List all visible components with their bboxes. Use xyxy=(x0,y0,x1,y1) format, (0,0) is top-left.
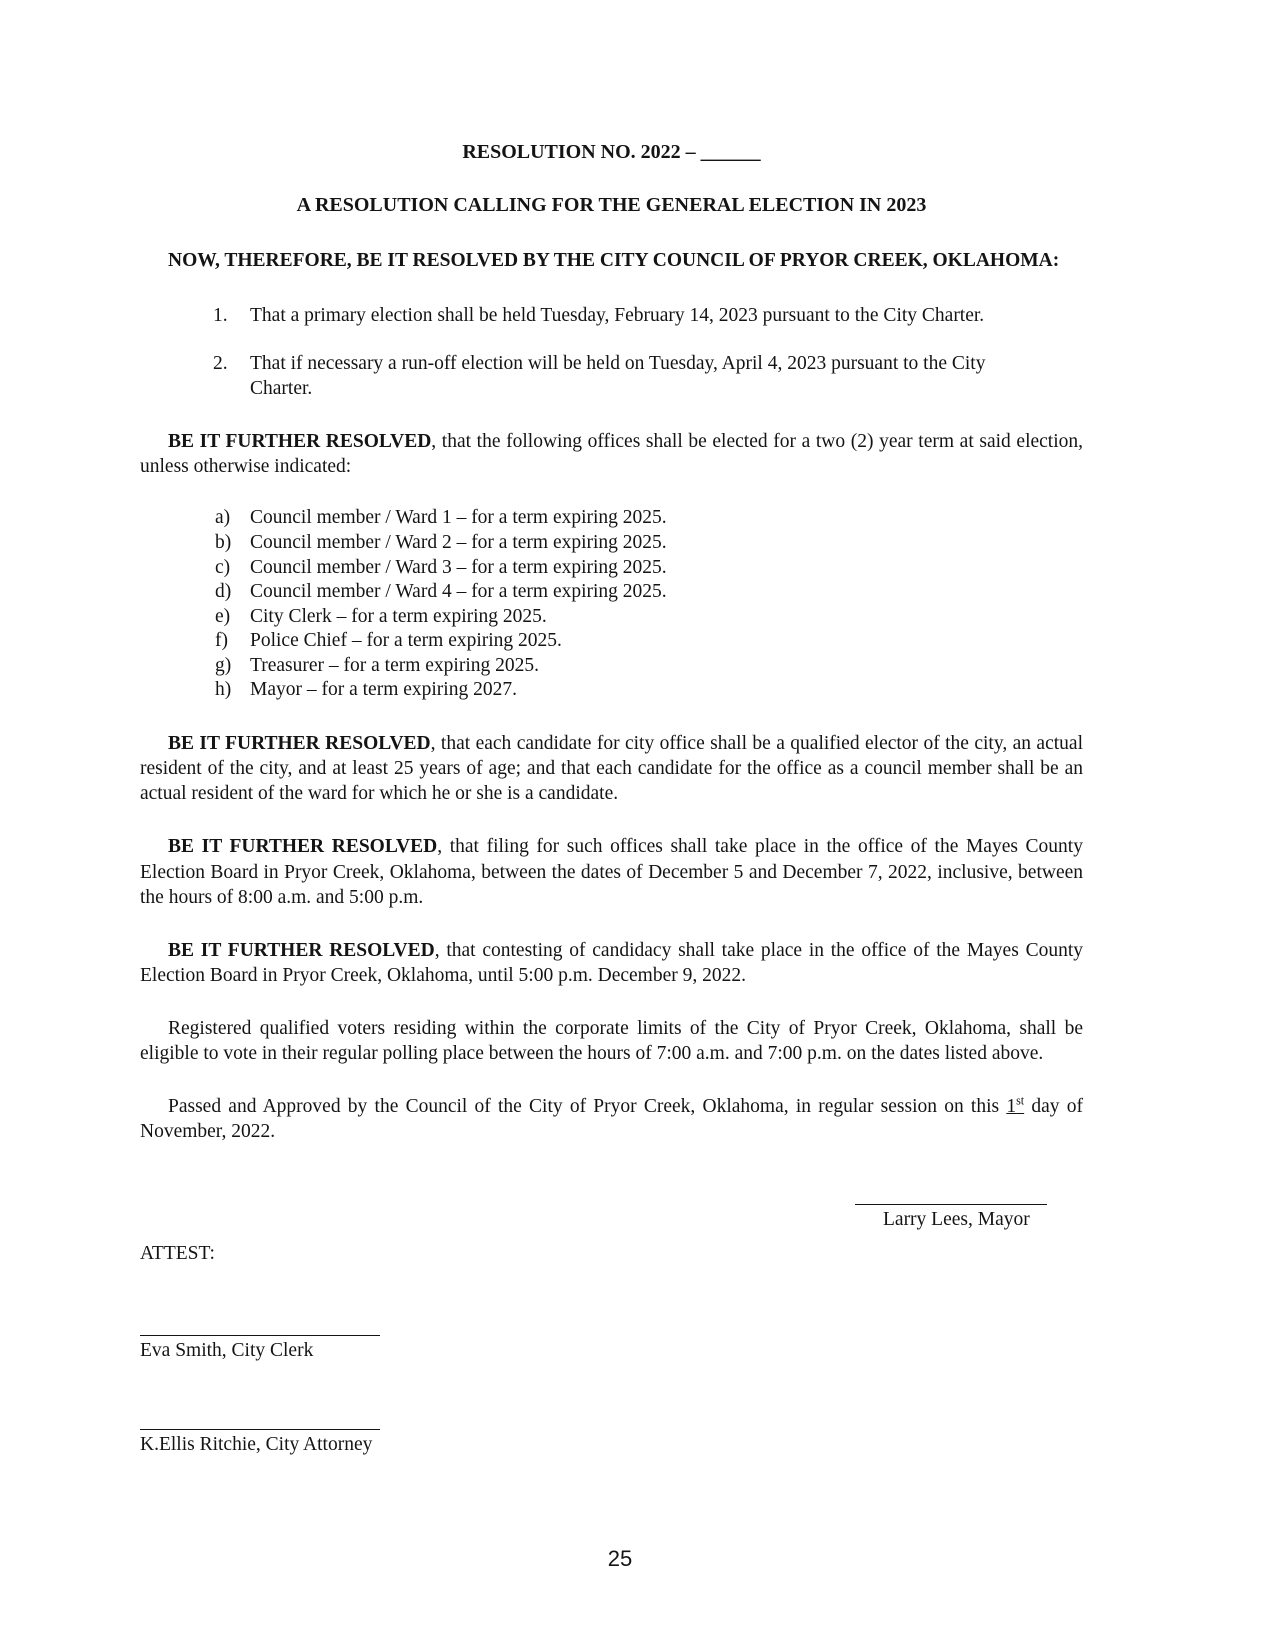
resolved-rest: , that each candidate for city office shall be a qualified elector of the city, an actual resident of the city, and at least 25 years of age; and that each candidate for the office as a council member shall be an actual resident of the ward for which he or she is a candidate. xyxy=(140,732,1083,805)
office-letter: c) xyxy=(215,556,231,578)
voters-paragraph: Registered qualified voters residing within the corporate limits of the City of Pryor Creek, Oklahoma, shall be eligible to vote in their regular polling place between the hours of 7:00 a.m. and 7:00 p.m. on the dates listed above. xyxy=(140,1018,1083,1065)
item-number: 2. xyxy=(213,352,228,374)
page-number: 25 xyxy=(607,1546,633,1571)
office-item xyxy=(215,580,1083,605)
resolved-rest: , that the following offices shall be elected for a two (2) year term at said election, unless otherwise indicated: xyxy=(140,431,1084,478)
numbered-item xyxy=(213,303,1083,328)
office-letter: a) xyxy=(215,507,231,529)
resolved-offices-paragraph xyxy=(140,429,1083,479)
item-text: That if necessary a run-off election will be held on Tuesday, April 4, 2023 pursuant to the City Charter. xyxy=(250,352,986,400)
numbered-item xyxy=(213,351,1083,401)
mayor-signature-name: Larry Lees, Mayor xyxy=(883,1208,1030,1230)
office-item xyxy=(215,654,1083,679)
office-item xyxy=(215,556,1083,581)
office-letter: h) xyxy=(215,679,232,701)
office-text: Treasurer – for a term expiring 2025. xyxy=(250,654,539,676)
filing-paragraph xyxy=(140,834,1083,909)
resolved-lead: BE IT FURTHER RESOLVED xyxy=(168,836,438,858)
attorney-signature-name: K.Ellis Ritchie, City Attorney xyxy=(140,1434,373,1456)
office-letter: g) xyxy=(215,654,232,676)
attorney-signature-line xyxy=(140,1412,380,1430)
mayor-signature-line xyxy=(855,1187,1047,1205)
clerk-signature-block xyxy=(140,1318,380,1363)
office-text: Mayor – for a term expiring 2027. xyxy=(250,679,517,701)
opening-paragraph: NOW, THEREFORE, BE IT RESOLVED BY THE CITY COUNCIL OF PRYOR CREEK, OKLAHOMA: xyxy=(168,249,1060,271)
passed-ordinal: st xyxy=(1016,1093,1025,1108)
office-item xyxy=(215,531,1083,556)
office-letter: e) xyxy=(215,605,231,627)
candidates-paragraph xyxy=(140,731,1083,806)
office-text: Police Chief – for a term expiring 2025. xyxy=(250,630,562,652)
contesting-paragraph xyxy=(140,938,1083,988)
office-item xyxy=(215,678,1083,703)
office-text: Council member / Ward 2 – for a term expiring 2025. xyxy=(250,532,667,553)
office-letter: f) xyxy=(215,630,228,652)
numbered-list xyxy=(213,303,1083,401)
resolved-lead: BE IT FURTHER RESOLVED xyxy=(168,939,435,961)
resolution-title: A RESOLUTION CALLING FOR THE GENERAL ELECTION IN 2023 xyxy=(296,193,927,216)
clerk-signature-line xyxy=(140,1318,380,1336)
passed-paragraph xyxy=(140,1094,1083,1144)
resolved-lead: BE IT FURTHER RESOLVED xyxy=(168,732,431,754)
office-item xyxy=(215,605,1083,630)
office-text: Council member / Ward 3 – for a term expiring 2025. xyxy=(250,556,667,578)
office-letter: b) xyxy=(215,532,232,553)
attorney-signature-block xyxy=(140,1412,380,1457)
resolved-rest: , that filing for such offices shall take place in the office of the Mayes County Election Board in Pryor Creek, Oklahoma, between the dates of December 5 and December 7, 2022, inclusive, between the hours of 8:00 a.m. and 5:00 p.m. xyxy=(140,836,1083,908)
office-item xyxy=(215,629,1083,654)
office-text: Council member / Ward 4 – for a term expiring 2025. xyxy=(250,581,667,603)
office-text: Council member / Ward 1 – for a term expiring 2025. xyxy=(250,507,667,529)
attest-label: ATTEST: xyxy=(140,1242,215,1264)
resolved-rest: , that contesting of candidacy shall take place in the office of the Mayes County Election Board in Pryor Creek, Oklahoma, until 5:00 p.m. December 9, 2022. xyxy=(140,939,1083,986)
office-letter: d) xyxy=(215,581,232,603)
resolved-lead: BE IT FURTHER RESOLVED xyxy=(168,431,432,453)
resolution-number-title: RESOLUTION NO. 2022 – ______ xyxy=(462,141,761,163)
item-text: That a primary election shall be held Tuesday, February 14, 2023 pursuant to the City Charter. xyxy=(250,304,985,326)
passed-day: 1st xyxy=(1006,1093,1025,1118)
clerk-signature-name: Eva Smith, City Clerk xyxy=(140,1339,314,1361)
office-list xyxy=(215,506,1083,703)
item-number: 1. xyxy=(213,304,228,326)
office-text: City Clerk – for a term expiring 2025. xyxy=(250,605,547,627)
mayor-signature-block xyxy=(855,1187,1047,1232)
passed-pre: Passed and Approved by the Council of the City of Pryor Creek, Oklahoma, in regular session on this xyxy=(168,1096,1007,1118)
passed-post: day of November, 2022. xyxy=(140,1096,1083,1143)
office-item xyxy=(215,506,1083,531)
